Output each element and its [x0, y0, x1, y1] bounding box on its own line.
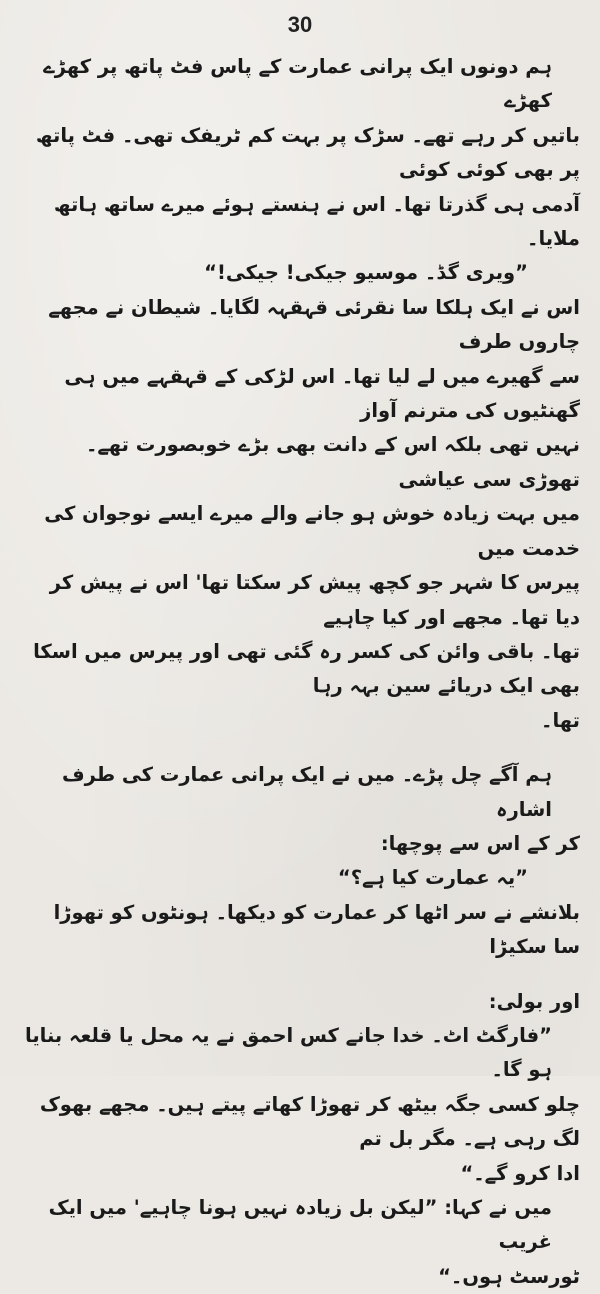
- paragraph: [22, 291, 580, 738]
- paragraph: [22, 1191, 580, 1294]
- paragraph: [22, 896, 580, 965]
- text-line: تھا۔: [541, 708, 580, 732]
- text-line: ٹورسٹ ہوں۔“: [438, 1264, 580, 1288]
- paragraph: [22, 758, 580, 861]
- text-line: باتیں کر رہے تھے۔ سڑک پر بہت کم ٹریفک تھی۔ فٹ پاتھ پر بھی کوئی کوئی: [35, 123, 580, 182]
- text-line: آدمی ہی گذرتا تھا۔ اس نے ہنستے ہوئے میرے ساتھ ہاتھ ملایا۔: [53, 192, 580, 251]
- page-text: [22, 50, 580, 1294]
- text-line: بلانشے نے سر اٹھا کر عمارت کو دیکھا۔ ہونٹوں کو تھوڑا سا سکیڑا: [53, 900, 580, 959]
- text-line: میں نے کہا: ”لیکن بل زیادہ نہیں ہونا چاہیے' میں ایک غریب: [48, 1196, 552, 1254]
- text-line: ادا کرو گے۔“: [460, 1161, 580, 1185]
- text-line: میں بہت زیادہ خوش ہو جانے والے میرے ایسے نوجوان کی خدمت میں: [44, 502, 580, 560]
- paragraph: [22, 256, 580, 290]
- paragraph: [22, 1019, 580, 1191]
- text-line: ہم آگے چل پڑے۔ میں نے ایک پرانی عمارت کی طرف اشارہ: [61, 763, 552, 821]
- text-line: سے گھیرے میں لے لیا تھا۔ اس لڑکی کے قہقہے میں ہی گھنٹیوں کی مترنم آواز: [64, 364, 580, 423]
- text-line: چلو کسی جگہ بیٹھ کر تھوڑا کھاتے پیتے ہیں۔ مجھے بھوک لگ رہی ہے۔ مگر بل تم: [39, 1092, 580, 1151]
- text-line: نہیں تھی بلکہ اس کے دانت بھی بڑے خوبصورت تھے۔ تھوڑی سی عیاشی: [85, 433, 580, 491]
- text-line: ”یہ عمارت کیا ہے؟“: [337, 866, 528, 890]
- paragraph: [22, 861, 580, 895]
- paragraph-gap: [22, 965, 580, 985]
- paragraph: [22, 985, 580, 1019]
- text-line: ”ویری گڈ۔ موسیو جیکی! جیکی!“: [204, 261, 528, 285]
- paragraph-gap: [22, 738, 580, 758]
- text-line: اس نے ایک ہلکا سا نقرئی قہقہہ لگایا۔ شیطان نے مجھے چاروں طرف: [48, 295, 580, 354]
- text-line: پیرس کا شہر جو کچھ پیش کر سکتا تھا' اس نے پیش کر دیا تھا۔ مجھے اور کیا چاہیے: [49, 571, 580, 629]
- text-line: اور بولی:: [488, 989, 580, 1013]
- paragraph: [22, 50, 580, 256]
- text-line: تھا۔ باقی وائن کی کسر رہ گئی تھی اور پیرس میں اسکا بھی ایک دریائے سین بہہ رہا: [33, 639, 580, 698]
- page-number: 30: [287, 12, 313, 37]
- text-line: ہم دونوں ایک پرانی عمارت کے پاس فٹ پاتھ پر کھڑے کھڑے: [43, 55, 552, 113]
- text-line: کر کے اس سے پوچھا:: [380, 831, 580, 855]
- text-line: ”فارگٹ اٹ۔ خدا جانے کس احمق نے یہ محل یا قلعہ بنایا ہو گا۔: [25, 1023, 552, 1082]
